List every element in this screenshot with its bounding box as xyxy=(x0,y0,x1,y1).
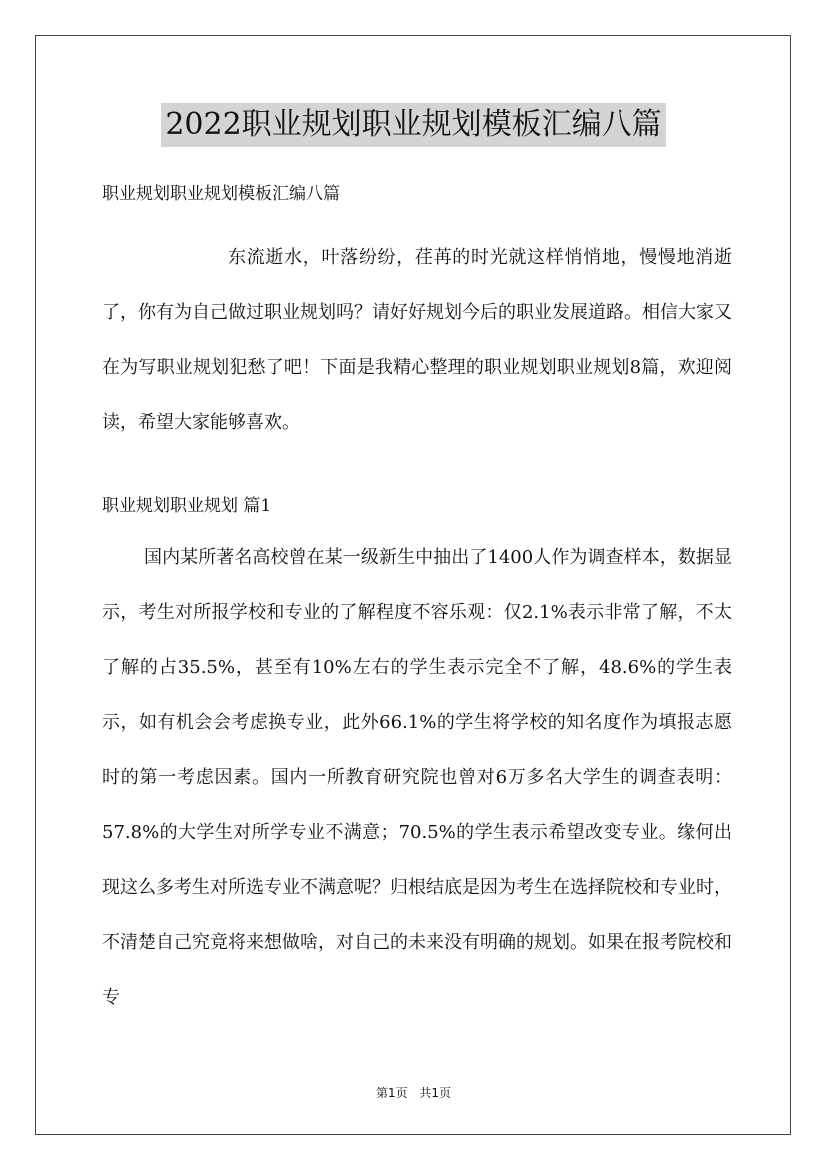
intro-paragraph: 东流逝水，叶落纷纷，荏苒的时光就这样悄悄地，慢慢地消逝了，你有为自己做过职业规划吗？请好好规划今后的职业发展道路。相信大家又在为写职业规划犯愁了吧！下面是我精心整理的职业规划职业规划8篇，欢迎阅读，希望大家能够喜欢。 xyxy=(102,247,732,433)
section-body-paragraph: 国内某所著名高校曾在某一级新生中抽出了1400人作为调查样本，数据显示，考生对所报学校和专业的了解程度不容乐观：仅2.1%表示非常了解，不太了解的占35.5%，甚至有10%左右的学生表示完全不了解，48.6%的学生表示，如有机会会考虑换专业，此外66.1%的学生将学校的知名度作为填报志愿时的第一考虑因素。国内一所教育研究院也曾对6万多名大学生的调查表明：57.8%的大学生对所学专业不满意；70.5%的学生表示希望改变专业。缘何出现这么多考生对所选专业不满意呢？归根结底是因为考生在选择院校和专业时，不清楚自己究竟将来想做啥，对自己的未来没有明确的规划。如果在报考院校和专 xyxy=(102,547,732,1008)
page-number: 第1页 xyxy=(375,1086,408,1100)
document-body xyxy=(102,176,732,1025)
section-heading: 职业规划职业规划 篇1 xyxy=(102,496,272,516)
document-subtitle: 职业规划职业规划模板汇编八篇 xyxy=(102,184,340,204)
page-footer xyxy=(0,1084,827,1101)
title-container xyxy=(0,103,827,147)
document-title: 2022职业规划职业规划模板汇编八篇 xyxy=(161,103,665,147)
page-total: 共1页 xyxy=(419,1086,452,1100)
